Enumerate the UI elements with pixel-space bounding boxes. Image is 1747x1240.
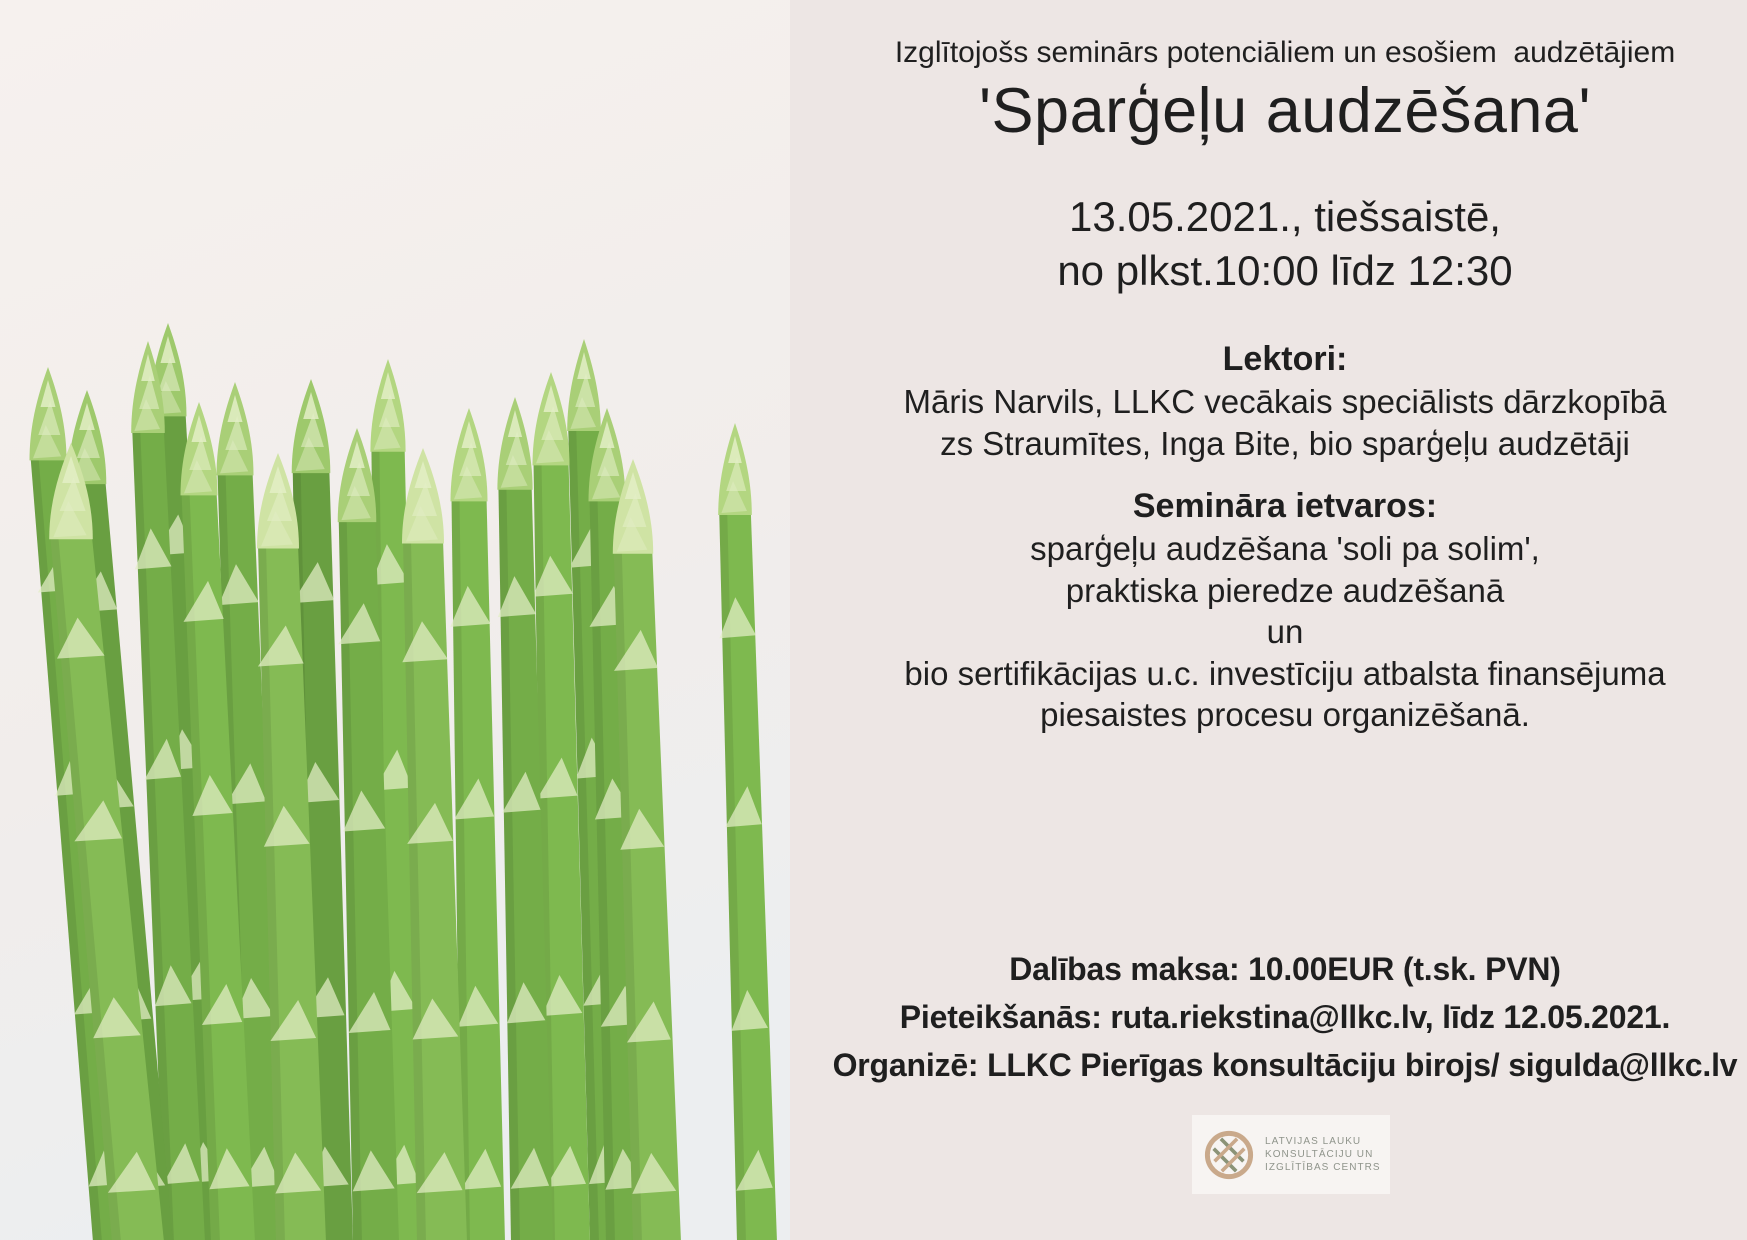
agenda-line: praktiska pieredze audzēšanā: [1065, 571, 1505, 609]
agenda-line: un: [1266, 613, 1304, 650]
event-datetime: [790, 190, 1747, 298]
asparagus-photo-illustration: [0, 0, 790, 1240]
llkc-logo-line: LATVIJAS LAUKU: [1265, 1136, 1362, 1147]
agenda-heading: Semināra ietvaros:: [1132, 487, 1438, 525]
event-time: no plkst.10:00 līdz 12:30: [1057, 247, 1513, 294]
llkc-logo-text: [1265, 1135, 1381, 1174]
info-panel: [790, 0, 1747, 1240]
agenda-line: bio sertifikācijas u.c. investīciju atbalsta finansējuma: [904, 654, 1666, 692]
llkc-logo-line: KONSULTĀCIJU UN: [1265, 1149, 1374, 1160]
event-date: 13.05.2021., tiešsaistē,: [1069, 193, 1501, 240]
agenda-line: sparģeļu audzēšana 'soli pa solim',: [1030, 530, 1540, 567]
event-subtitle: Izglītojošs seminārs potenciāliem un esošiem audzētājiem: [894, 36, 1676, 69]
lecturer-line: zs Straumītes, Inga Bite, bio sparģeļu audzētāji: [940, 424, 1630, 462]
llkc-logo: [1192, 1115, 1390, 1194]
lecturers-section: [790, 337, 1747, 464]
fee-line: Dalības maksa: 10.00EUR (t.sk. PVN): [1009, 951, 1561, 987]
llkc-logo-line: IZGLĪTĪBAS CENTRS: [1265, 1162, 1381, 1173]
agenda-section: [790, 484, 1747, 736]
lecturer-line: Māris Narvils, LLKC vecākais speciālists dārzkopībā: [903, 383, 1667, 420]
text-column: [790, 0, 1747, 1240]
lecturers-heading: Lektori:: [1222, 340, 1348, 378]
asparagus-photo: [0, 0, 790, 1240]
registration-line: Pieteikšanās: ruta.riekstina@llkc.lv, līdz 12.05.2021.: [899, 999, 1671, 1035]
agenda-line: piesaistes procesu organizēšanā.: [1040, 696, 1530, 733]
registration-section: [790, 945, 1747, 1089]
organizer-line: Organizē: LLKC Pierīgas konsultāciju birojs/ sigulda@llkc.lv: [832, 1047, 1738, 1083]
llkc-logo-icon: [1202, 1128, 1256, 1182]
event-title: 'Sparģeļu audzēšana': [978, 76, 1591, 146]
